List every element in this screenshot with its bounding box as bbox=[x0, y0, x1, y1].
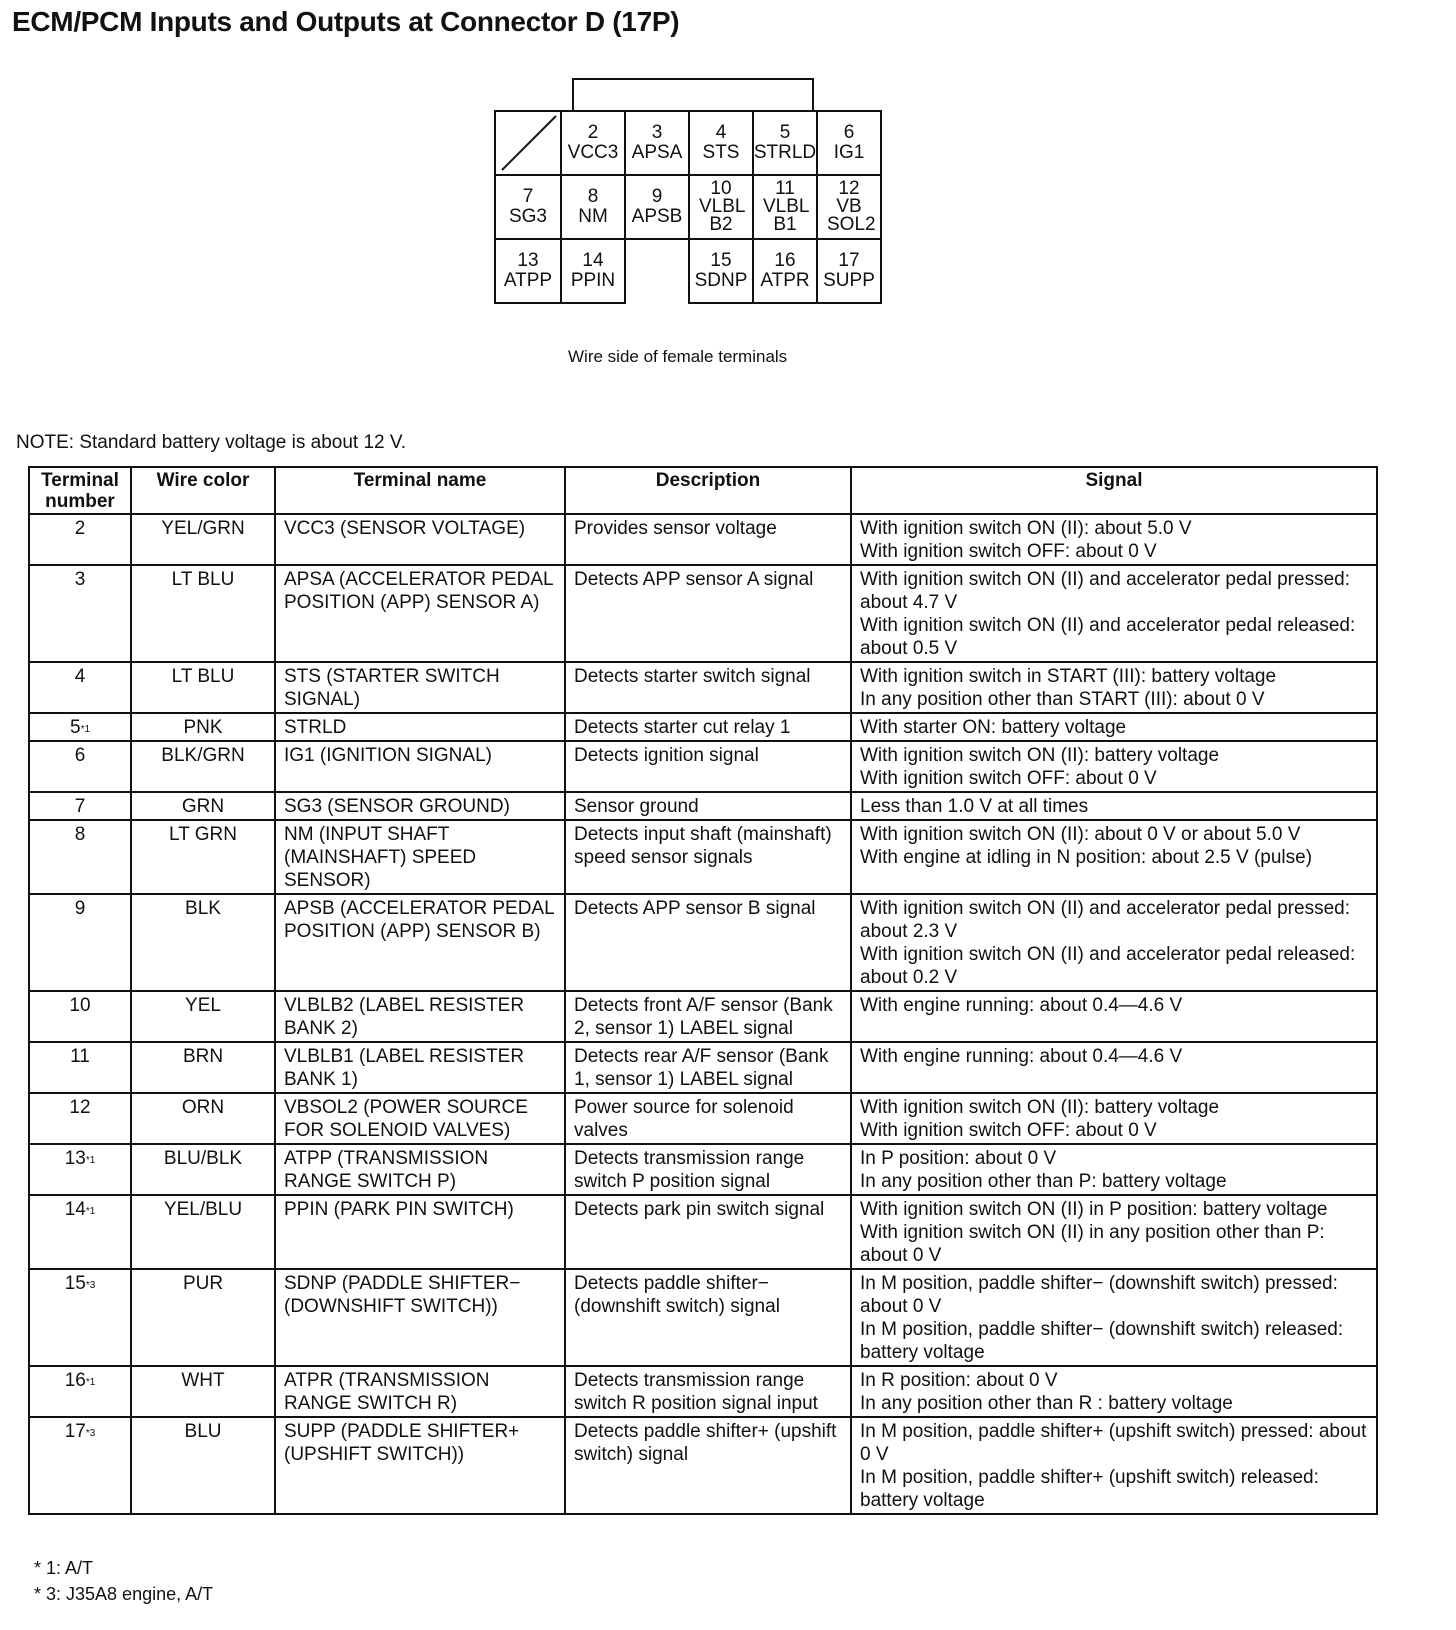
cell-signal bbox=[851, 1269, 1377, 1366]
signal-line: In P position: about 0 V bbox=[860, 1148, 1057, 1169]
footnote-marker: *3 bbox=[85, 1280, 96, 1291]
cell-signal bbox=[851, 514, 1377, 565]
cell-terminal-name: APSB (ACCELERATOR PEDAL POSITION (APP) SENSOR B) bbox=[275, 894, 565, 991]
cell-description: Detects paddle shifter− (downshift switch) signal bbox=[565, 1269, 851, 1366]
cell-description: Provides sensor voltage bbox=[565, 514, 851, 565]
cell-terminal-name: VCC3 (SENSOR VOLTAGE) bbox=[275, 514, 565, 565]
terminal-cell-7: 7 SG3 bbox=[494, 174, 562, 240]
terminal-number: 10 bbox=[69, 995, 91, 1016]
connector-latch bbox=[572, 78, 814, 111]
cell-signal bbox=[851, 1417, 1377, 1514]
cell-signal bbox=[851, 565, 1377, 662]
cell-wire-color: PUR bbox=[131, 1269, 275, 1366]
diagonal-slash-icon bbox=[496, 112, 560, 174]
signal-line: With ignition switch OFF: about 0 V bbox=[860, 1120, 1157, 1141]
terminal-cell-9: 9 APSB bbox=[624, 174, 690, 240]
signal-line: With engine running: about 0.4—4.6 V bbox=[860, 1046, 1183, 1067]
table-row bbox=[29, 1269, 1377, 1366]
cell-terminal-number bbox=[29, 565, 131, 662]
terminal-number: 17 bbox=[64, 1421, 86, 1442]
footnote-marker: *1 bbox=[80, 724, 91, 735]
cell-terminal-name: STRLD bbox=[275, 713, 565, 741]
signal-line: With ignition switch ON (II) and accelerator pedal pressed: about 4.7 V bbox=[860, 569, 1350, 613]
signal-line: With starter ON: battery voltage bbox=[860, 717, 1127, 738]
terminal-cell-6: 6 IG1 bbox=[816, 110, 882, 176]
cell-description: Detects rear A/F sensor (Bank 1, sensor 1) LABEL signal bbox=[565, 1042, 851, 1093]
cell-wire-color: GRN bbox=[131, 792, 275, 820]
signal-line: In any position other than START (III): about 0 V bbox=[860, 689, 1265, 710]
table-row bbox=[29, 741, 1377, 792]
signal-line: In R position: about 0 V bbox=[860, 1370, 1058, 1391]
cell-terminal-number bbox=[29, 1195, 131, 1269]
cell-terminal-number bbox=[29, 1417, 131, 1514]
cell-signal bbox=[851, 741, 1377, 792]
footnote-3: * 3: J35A8 engine, A/T bbox=[34, 1584, 214, 1604]
cell-description: Power source for solenoid valves bbox=[565, 1093, 851, 1144]
cell-terminal-name: IG1 (IGNITION SIGNAL) bbox=[275, 741, 565, 792]
table-row bbox=[29, 820, 1377, 894]
table-row bbox=[29, 991, 1377, 1042]
cell-terminal-name: SUPP (PADDLE SHIFTER+ (UPSHIFT SWITCH)) bbox=[275, 1417, 565, 1514]
table-row bbox=[29, 894, 1377, 991]
cell-wire-color: YEL/GRN bbox=[131, 514, 275, 565]
cell-terminal-name: SG3 (SENSOR GROUND) bbox=[275, 792, 565, 820]
signal-line: With ignition switch OFF: about 0 V bbox=[860, 768, 1157, 789]
cell-signal bbox=[851, 991, 1377, 1042]
signal-line: Less than 1.0 V at all times bbox=[860, 796, 1089, 817]
cell-terminal-number bbox=[29, 991, 131, 1042]
signal-line: With ignition switch ON (II) and accelerator pedal released: about 0.5 V bbox=[860, 615, 1356, 659]
table-row bbox=[29, 662, 1377, 713]
terminal-number: 8 bbox=[74, 824, 86, 845]
signal-line: In any position other than R : battery voltage bbox=[860, 1393, 1233, 1414]
signal-line: With ignition switch in START (III): battery voltage bbox=[860, 666, 1277, 687]
signal-line: With ignition switch ON (II) and accelerator pedal pressed: about 2.3 V bbox=[860, 898, 1350, 942]
cell-terminal-number bbox=[29, 662, 131, 713]
terminal-number: 5 bbox=[69, 717, 81, 738]
cell-wire-color: PNK bbox=[131, 713, 275, 741]
signal-line: With ignition switch ON (II) in any position other than P: about 0 V bbox=[860, 1222, 1325, 1266]
cell-terminal-number bbox=[29, 514, 131, 565]
cell-terminal-number bbox=[29, 1144, 131, 1195]
footnote-1: * 1: A/T bbox=[34, 1558, 94, 1578]
header-wire-color: Wire color bbox=[131, 467, 275, 514]
cell-wire-color: WHT bbox=[131, 1366, 275, 1417]
terminal-number: 7 bbox=[74, 796, 86, 817]
cell-wire-color: BLK bbox=[131, 894, 275, 991]
terminal-cell-12: 12 VB SOL2 bbox=[816, 174, 882, 240]
cell-terminal-number bbox=[29, 713, 131, 741]
table-row bbox=[29, 1093, 1377, 1144]
terminal-number: 12 bbox=[69, 1097, 91, 1118]
signal-line: With ignition switch ON (II): battery voltage bbox=[860, 1097, 1220, 1118]
connector-blank-cell bbox=[494, 110, 562, 176]
cell-description: Detects park pin switch signal bbox=[565, 1195, 851, 1269]
cell-terminal-name: ATPR (TRANSMISSION RANGE SWITCH R) bbox=[275, 1366, 565, 1417]
cell-signal bbox=[851, 713, 1377, 741]
terminal-number: 16 bbox=[64, 1370, 86, 1391]
cell-wire-color: LT BLU bbox=[131, 662, 275, 713]
cell-description: Detects APP sensor A signal bbox=[565, 565, 851, 662]
page-title: ECM/PCM Inputs and Outputs at Connector D (17P) bbox=[12, 6, 680, 37]
table-row bbox=[29, 1144, 1377, 1195]
signal-line: With ignition switch ON (II) in P position: battery voltage bbox=[860, 1199, 1328, 1220]
cell-description: Detects front A/F sensor (Bank 2, sensor 1) LABEL signal bbox=[565, 991, 851, 1042]
table-row bbox=[29, 792, 1377, 820]
cell-signal bbox=[851, 792, 1377, 820]
battery-note: NOTE: Standard battery voltage is about 12 V. bbox=[16, 432, 407, 453]
signal-line: In M position, paddle shifter− (downshift switch) released: battery voltage bbox=[860, 1319, 1344, 1363]
cell-description: Detects APP sensor B signal bbox=[565, 894, 851, 991]
connector-caption: Wire side of female terminals bbox=[568, 347, 788, 366]
footnote-marker: *1 bbox=[85, 1377, 96, 1388]
terminal-cell-4: 4 STS bbox=[688, 110, 754, 176]
terminal-cell-3: 3 APSA bbox=[624, 110, 690, 176]
terminal-number: 3 bbox=[74, 569, 86, 590]
terminal-cell-2: 2 VCC3 bbox=[560, 110, 626, 176]
terminal-number: 9 bbox=[74, 898, 86, 919]
table-header-row bbox=[29, 467, 1377, 514]
terminal-number: 14 bbox=[64, 1199, 86, 1220]
signal-line: With ignition switch OFF: about 0 V bbox=[860, 541, 1157, 562]
terminal-cell-8: 8 NM bbox=[560, 174, 626, 240]
cell-description: Detects starter switch signal bbox=[565, 662, 851, 713]
cell-signal bbox=[851, 1195, 1377, 1269]
cell-wire-color: BRN bbox=[131, 1042, 275, 1093]
cell-terminal-number bbox=[29, 792, 131, 820]
terminal-cell-5: 5 STRLD bbox=[752, 110, 818, 176]
cell-terminal-name: NM (INPUT SHAFT (MAINSHAFT) SPEED SENSOR) bbox=[275, 820, 565, 894]
cell-terminal-name: PPIN (PARK PIN SWITCH) bbox=[275, 1195, 565, 1269]
signal-line: In M position, paddle shifter+ (upshift switch) released: battery voltage bbox=[860, 1467, 1319, 1511]
signal-line: With engine running: about 0.4—4.6 V bbox=[860, 995, 1183, 1016]
cell-signal bbox=[851, 1093, 1377, 1144]
cell-terminal-number bbox=[29, 820, 131, 894]
table-row bbox=[29, 565, 1377, 662]
header-terminal-name: Terminal name bbox=[275, 467, 565, 514]
cell-terminal-name: VBSOL2 (POWER SOURCE FOR SOLENOID VALVES) bbox=[275, 1093, 565, 1144]
cell-terminal-number bbox=[29, 1269, 131, 1366]
cell-wire-color: YEL bbox=[131, 991, 275, 1042]
cell-terminal-name: ATPP (TRANSMISSION RANGE SWITCH P) bbox=[275, 1144, 565, 1195]
cell-signal bbox=[851, 1366, 1377, 1417]
footnote-marker: *1 bbox=[85, 1155, 96, 1166]
terminal-cell-11: 11 VLBL B1 bbox=[752, 174, 818, 240]
signal-line: With ignition switch ON (II): about 0 V or about 5.0 V bbox=[860, 824, 1301, 845]
signal-line: With ignition switch ON (II): battery voltage bbox=[860, 745, 1220, 766]
cell-signal bbox=[851, 662, 1377, 713]
cell-terminal-name: VLBLB2 (LABEL RESISTER BANK 2) bbox=[275, 991, 565, 1042]
terminal-cell-17: 17 SUPP bbox=[816, 238, 882, 304]
terminal-cell-10: 10 VLBL B2 bbox=[688, 174, 754, 240]
footnote-marker: *1 bbox=[85, 1206, 96, 1217]
terminal-cell-13: 13 ATPP bbox=[494, 238, 562, 304]
table-row bbox=[29, 1366, 1377, 1417]
footnote-marker: *3 bbox=[85, 1428, 96, 1439]
cell-terminal-name: APSA (ACCELERATOR PEDAL POSITION (APP) SENSOR A) bbox=[275, 565, 565, 662]
cell-terminal-number bbox=[29, 741, 131, 792]
cell-wire-color: BLU/BLK bbox=[131, 1144, 275, 1195]
terminal-number: 15 bbox=[64, 1273, 86, 1294]
signal-line: In any position other than P: battery voltage bbox=[860, 1171, 1227, 1192]
table-row bbox=[29, 1195, 1377, 1269]
table-row bbox=[29, 713, 1377, 741]
signal-line: With ignition switch ON (II): about 5.0 V bbox=[860, 518, 1192, 539]
cell-wire-color: BLU bbox=[131, 1417, 275, 1514]
terminal-number: 13 bbox=[64, 1148, 86, 1169]
cell-wire-color: BLK/GRN bbox=[131, 741, 275, 792]
signal-line: With engine at idling in N position: about 2.5 V (pulse) bbox=[860, 847, 1313, 868]
cell-terminal-name: STS (STARTER SWITCH SIGNAL) bbox=[275, 662, 565, 713]
cell-terminal-number bbox=[29, 894, 131, 991]
connector-diagram bbox=[494, 78, 906, 318]
cell-signal bbox=[851, 1042, 1377, 1093]
cell-signal bbox=[851, 820, 1377, 894]
cell-terminal-number bbox=[29, 1042, 131, 1093]
cell-terminal-number bbox=[29, 1093, 131, 1144]
terminal-cell-14: 14 PPIN bbox=[560, 238, 626, 304]
cell-description: Detects ignition signal bbox=[565, 741, 851, 792]
cell-description: Detects paddle shifter+ (upshift switch) signal bbox=[565, 1417, 851, 1514]
cell-signal bbox=[851, 894, 1377, 991]
cell-terminal-number bbox=[29, 1366, 131, 1417]
header-terminal-number: Terminal number bbox=[29, 467, 131, 514]
table-row bbox=[29, 514, 1377, 565]
cell-description: Detects transmission range switch P position signal bbox=[565, 1144, 851, 1195]
cell-description: Detects transmission range switch R position signal input bbox=[565, 1366, 851, 1417]
table-row bbox=[29, 1042, 1377, 1093]
cell-signal bbox=[851, 1144, 1377, 1195]
header-description: Description bbox=[565, 467, 851, 514]
header-signal: Signal bbox=[851, 467, 1377, 514]
cell-wire-color: YEL/BLU bbox=[131, 1195, 275, 1269]
signal-line: In M position, paddle shifter+ (upshift switch) pressed: about 0 V bbox=[860, 1421, 1367, 1465]
cell-wire-color: ORN bbox=[131, 1093, 275, 1144]
cell-terminal-name: SDNP (PADDLE SHIFTER− (DOWNSHIFT SWITCH)) bbox=[275, 1269, 565, 1366]
cell-wire-color: LT BLU bbox=[131, 565, 275, 662]
terminal-cell-16: 16 ATPR bbox=[752, 238, 818, 304]
terminal-cell-15: 15 SDNP bbox=[688, 238, 754, 304]
terminal-table bbox=[28, 466, 1378, 1515]
terminal-number: 11 bbox=[70, 1046, 90, 1067]
terminal-number: 6 bbox=[74, 745, 86, 766]
cell-terminal-name: VLBLB1 (LABEL RESISTER BANK 1) bbox=[275, 1042, 565, 1093]
terminal-number: 2 bbox=[74, 518, 86, 539]
footnotes bbox=[34, 1555, 213, 1607]
cell-description: Detects input shaft (mainshaft) speed sensor signals bbox=[565, 820, 851, 894]
signal-line: In M position, paddle shifter− (downshift switch) pressed: about 0 V bbox=[860, 1273, 1338, 1317]
table-row bbox=[29, 1417, 1377, 1514]
cell-wire-color: LT GRN bbox=[131, 820, 275, 894]
cell-description: Detects starter cut relay 1 bbox=[565, 713, 851, 741]
signal-line: With ignition switch ON (II) and accelerator pedal released: about 0.2 V bbox=[860, 944, 1356, 988]
terminal-number: 4 bbox=[74, 666, 86, 687]
cell-description: Sensor ground bbox=[565, 792, 851, 820]
